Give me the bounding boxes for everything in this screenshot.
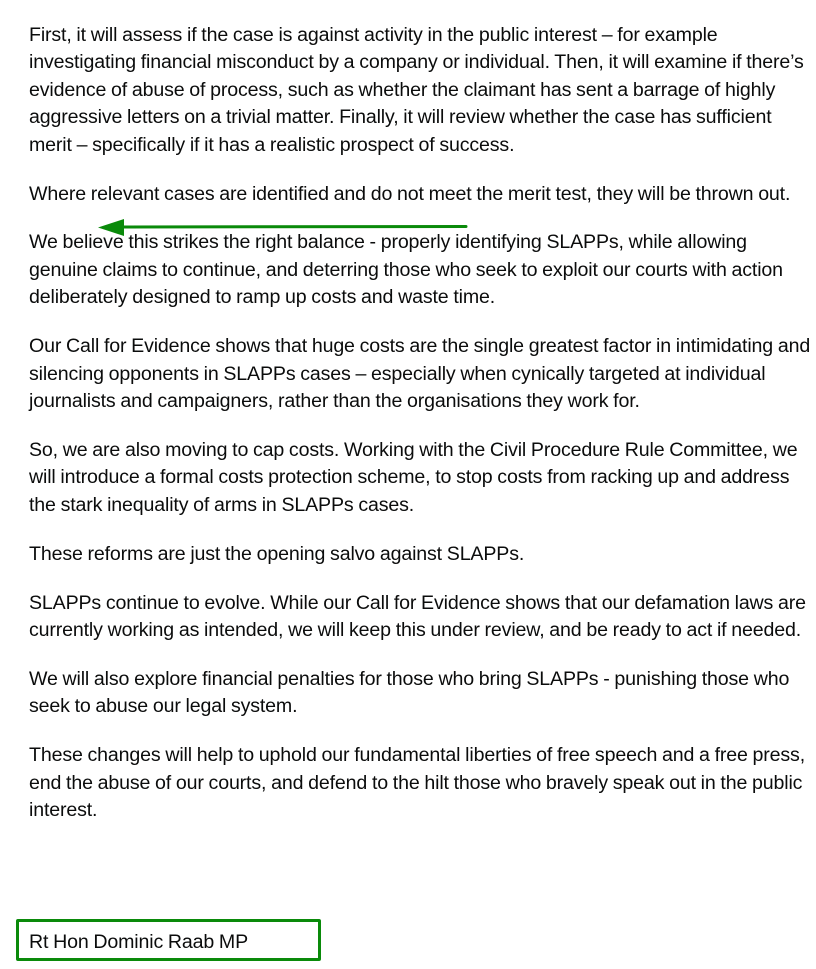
paragraph-opening-salvo: These reforms are just the opening salvo against SLAPPs. [29, 542, 525, 565]
article-body [29, 22, 811, 846]
paragraph-cap-costs: So, we are also moving to cap costs. Working with the Civil Procedure Rule Committee, we will introduce a formal costs protection scheme, to stop costs from racking up and address the stark inequality of arms in SLAPPs cases. [29, 438, 798, 516]
paragraph-right-balance: We believe this strikes the right balance - properly identifying SLAPPs, while allowing genuine claims to continue, and deterring those who seek to exploit our courts with action deliberately designed to ramp up costs and waste time. [29, 231, 783, 309]
signature: Rt Hon Dominic Raab MP [29, 931, 249, 953]
annotation-arrow-head [98, 219, 124, 236]
paragraph-slapps-evolve: SLAPPs continue to evolve. While our Call for Evidence shows that our defamation laws are currently working as intended, we will keep this under review, and be ready to act if needed. [29, 591, 806, 641]
annotation-arrow-shaft [120, 227, 466, 228]
annotation-arrow-icon [96, 216, 470, 238]
paragraph-thrown-out: Where relevant cases are identified and do not meet the merit test, they will be thrown out. [29, 182, 791, 205]
paragraph-huge-costs: Our Call for Evidence shows that huge costs are the single greatest factor in intimidating and silencing opponents in SLAPPs cases – especially when cynically targeted at individual journalists and campaigners, rather than the organisations they work for. [29, 335, 811, 412]
paragraph-uphold-liberties: These changes will help to uphold our fundamental liberties of free speech and a free press, end the abuse of our courts, and defend to the hilt those who bravely speak out in the public interest. [29, 744, 805, 821]
paragraph-assessment: First, it will assess if the case is against activity in the public interest – for example investigating financial misconduct by a company or individual. Then, it will examine if there’s evidence of abuse of process, such as whether the claimant has sent a barrage of highly aggressive letters on a trivial matter. Finally, it will review whether the case has sufficient merit – specifically if it has a realistic prospect of success. [29, 24, 804, 156]
paragraph-financial-penalties: We will also explore financial penalties for those who bring SLAPPs - punishing those who seek to abuse our legal system. [29, 667, 790, 718]
